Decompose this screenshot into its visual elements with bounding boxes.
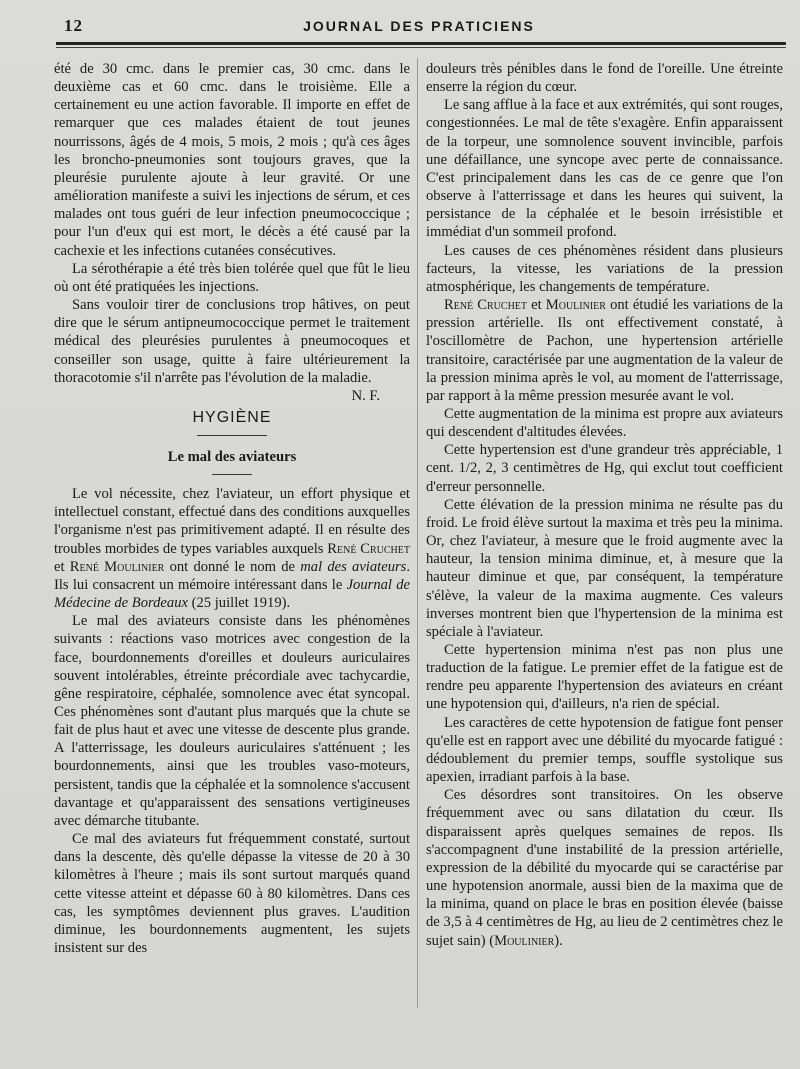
paragraph-text: et bbox=[527, 297, 546, 314]
paragraph-text: Le vol nécessite, chez l'aviateur, un effort physique et intellectuel constant, effectué dans des conditions auxquelles l'organisme n'est pas primitivement adapté. Il en résulte des troubles morbides de types variables auxquels bbox=[54, 486, 410, 557]
page-header bbox=[56, 14, 782, 40]
paragraph bbox=[54, 485, 410, 612]
paragraph-text: ). bbox=[554, 932, 563, 949]
author-name: Moulinier bbox=[545, 297, 606, 314]
author-name: René Cruchet bbox=[444, 297, 528, 314]
paragraph-text: (25 juillet 1919). bbox=[187, 595, 291, 612]
paragraph: Cette hypertension est d'une grandeur très appréciable, 1 cent. 1/2, 2, 3 centimètres de Hg, qui exclut tout coefficient d'erreur personnelle. bbox=[426, 442, 783, 495]
paragraph: Cette hypertension minima n'est pas non plus une traduction de la fatigue. Le premier effet de la fatigue est de rendre peu apparente l'hypertension des aviateurs en créant une hypotension qui, d'ailleurs, n'a rien de spécial. bbox=[426, 642, 783, 713]
header-rule-thin bbox=[56, 47, 786, 48]
journal-title: JOURNAL DES PRATICIENS bbox=[303, 18, 535, 34]
section-rule bbox=[197, 435, 267, 436]
paragraph-text: et bbox=[54, 558, 70, 575]
term: mal des aviateurs bbox=[300, 558, 407, 575]
paragraph bbox=[426, 296, 783, 405]
paragraph: Les caractères de cette hypotension de fatigue font penser qu'elle est en rapport avec une débilité du myocarde fatigué : dédoublement du premier temps, souffle systolique sus apexien, irradiant parfois à la base. bbox=[426, 714, 783, 786]
article-title: Le mal des aviateurs bbox=[167, 448, 297, 465]
right-column bbox=[426, 60, 783, 950]
header-rule bbox=[56, 42, 786, 45]
left-column bbox=[54, 60, 410, 957]
column-divider bbox=[417, 58, 418, 1008]
paragraph-text: ont étudié les variations de la pression artérielle. Ils ont effectivement constaté, à l'oscillomètre de Pachon, une hypertension artérielle transitoire, caractérisée par une augmentation de la valeur de la pression minima après le vol, au moment de l'atterrissage, par rapport à la même pression mesurée avant le vol. bbox=[426, 297, 783, 404]
author-signature: N. F. bbox=[351, 387, 380, 404]
article-rule bbox=[212, 474, 252, 475]
paragraph: Le sang afflue à la face et aux extrémités, qui sont rouges, congestionnées. Le mal de tête s'exagère. Enfin apparaissent de la torpeur, une somnolence souvent invincible, parfois une défaillance, une syncope avec perte de connaissance. C'est principalement dans les cas de ce genre que l'on observe à l'atterrissage et dans les heures qui suivent, la persistance de la céphalée et le besoin irrésistible et immédiat d'un sommeil profond. bbox=[426, 97, 783, 241]
paragraph bbox=[426, 786, 783, 949]
paragraph bbox=[54, 296, 410, 404]
author-name: René Cruchet bbox=[327, 540, 410, 557]
paragraph: Le mal des aviateurs consiste dans les phénomènes suivants : réactions vaso motrices avec congestion de la face, bourdonnements d'oreilles et douleurs auriculaires souvent intolérables, étreinte précordiale avec tachycardie, gêne respiratoire, céphalée, somnolence avec état syncopal. Ces phénomènes sont d'autant plus marqués que la chute se fait de plus haut et avec une vitesse de descente plus grande. A l'atterrissage, les douleurs auriculaires s'atténuent ; les bourdonnements, ainsi que les troubles vaso-moteurs, persistent, tandis que la céphalée et la somnolence s'accusent davantage et qu'apparaissent des sensations vertigineuses avec démarche titubante. bbox=[54, 613, 410, 829]
author-name: René Moulinier bbox=[69, 558, 165, 575]
paragraph: douleurs très pénibles dans le fond de l'oreille. Une étreinte enserre la région du cœur. bbox=[426, 61, 783, 96]
paragraph: été de 30 cmc. dans le premier cas, 30 cmc. dans le deuxième cas et 60 cmc. dans le troisième. Elle a certainement eu une action favorable. Il importe en effet de remarquer que ces malades étaient de tout jeunes nourrissons, âgés de 4 mois, 5 mois, 2 mois ; qu'à ces âges les broncho-pneumonies sont toujours graves, que la pleurésie purulente ajoute à leur gravité. Or une amélioration manifeste a suivi les injections de sérum, et ces malades ont tous guéri de leur infection pneumococcique ; pour l'un d'eux qui est mort, le décès a été causé par la cachexie et les infections cutanées consécutives. bbox=[54, 61, 410, 259]
section-title: HYGIÈNE bbox=[192, 408, 272, 426]
paragraph: Cette augmentation de la minima est propre aux aviateurs qui descendent d'altitudes élevées. bbox=[426, 405, 783, 441]
paragraph: Cette élévation de la pression minima ne résulte pas du froid. Le froid élève surtout la maxima et très peu la minima. Or, chez l'aviateur, à mesure que le froid augmente avec la hauteur, la tension minima diminue, et, à mesure que la hauteur diminue et que, par conséquent, la température s'élève, la valeur de la maxima augmente. Ces valeurs inverses montrent bien que l'hypertension de la minima est spéciale à l'aviateur. bbox=[426, 496, 783, 640]
paragraph-text: ont donné le nom de bbox=[164, 558, 301, 575]
paragraph-text: . Ils lui consacrent un mémoire intéressant dans le bbox=[54, 558, 411, 593]
paragraph: Ce mal des aviateurs fut fréquemment constaté, surtout dans la descente, dès qu'elle dépasse la vitesse de 20 à 30 kilomètres à l'heure ; mais ils sont surtout marqués quand cette vitesse atteint et dépasse 60 à 80 kilomètres. Dans ces cas, les symptômes deviennent plus graves. L'audition diminue, les bourdonnements augmentent, les sujets insistent sur des bbox=[54, 831, 410, 957]
paragraph: La sérothérapie a été très bien tolérée quel que fût le lieu où ont été pratiquées les injections. bbox=[54, 260, 410, 295]
paragraph: Les causes de ces phénomènes résident dans plusieurs facteurs, la vitesse, les variations de la pression atmosphérique, les changements de température. bbox=[426, 242, 783, 295]
journal-reference: Journal de Médecine de Bordeaux bbox=[54, 576, 410, 612]
paragraph-text: Ces désordres sont transitoires. On les observe fréquemment avec ou sans dilatation du cœur. Ils disparaissent après quelques semaines de repos. Ils s'accompagnent d'une instabilité de la pression artérielle, expression de la débilité du myocarde qui se caractérise par une hypotension anormale, aussi bien de la maxima que de la minima, quand on place le bras en position élevée (baisse de 3,5 à 4 centimètres de Hg, au lieu de 2 centimètres chez le sujet sain) ( bbox=[426, 787, 783, 949]
author-name: Moulinier bbox=[494, 932, 555, 949]
page-number: 12 bbox=[64, 16, 83, 35]
paragraph-text: Sans vouloir tirer de conclusions trop hâtives, on peut dire que le sérum antipneumococcique permet le traitement médical des pleurésies purulentes à pneumocoques et conseiller son usage, quitte à faire ultérieurement la thoracotomie s'il n'arrête pas l'évolution de la maladie. bbox=[54, 297, 410, 386]
